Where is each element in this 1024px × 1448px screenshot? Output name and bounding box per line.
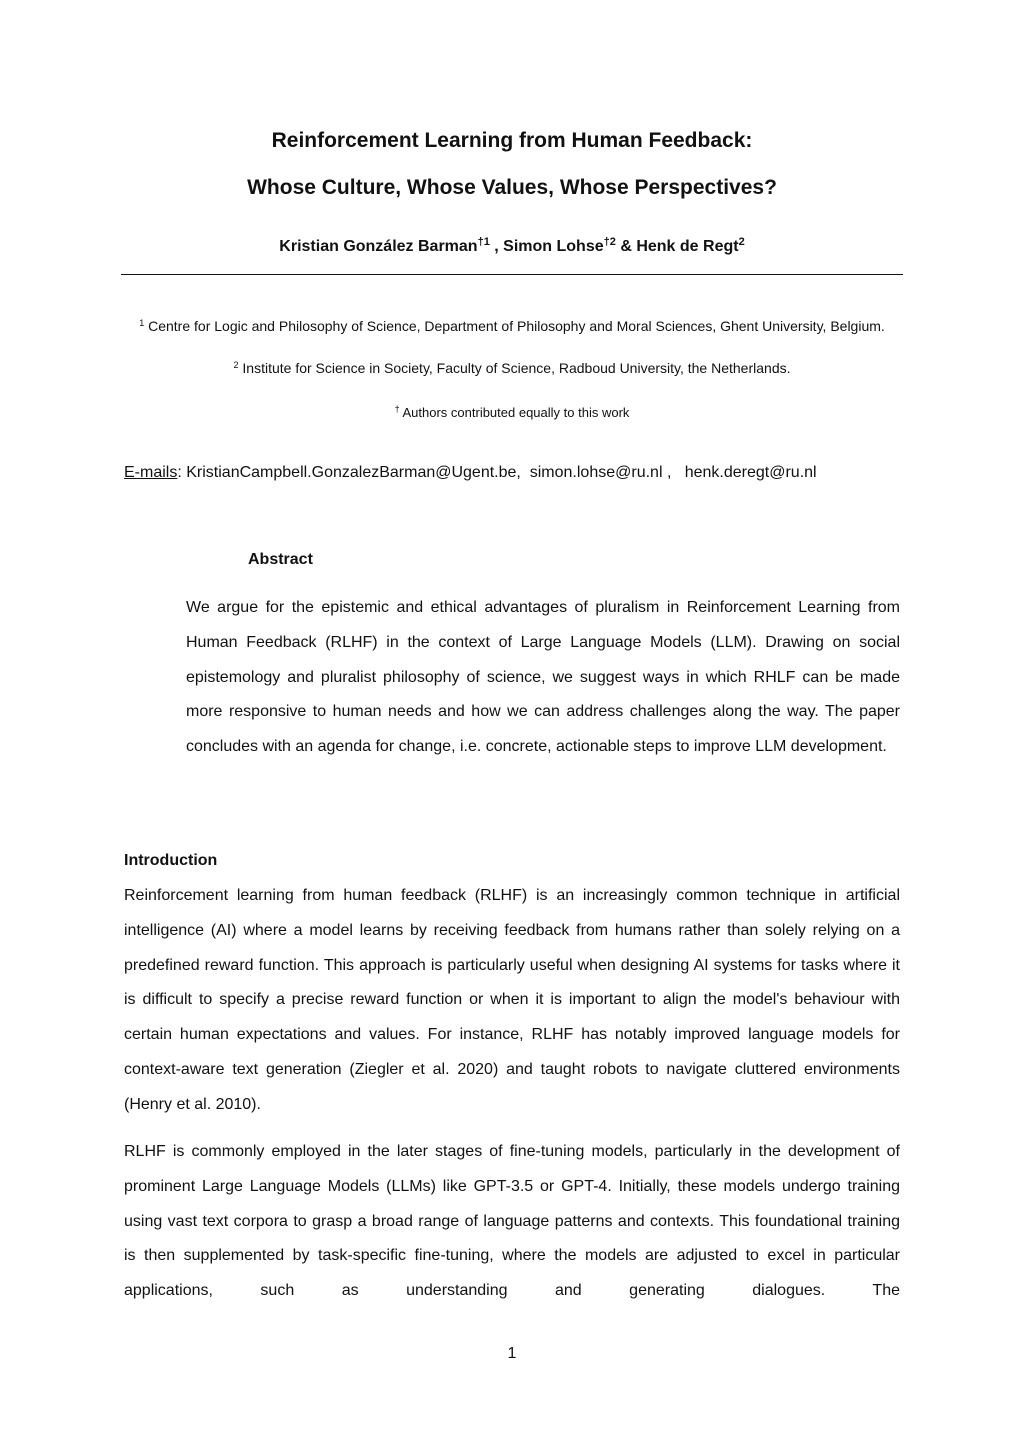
affiliation-mark: 2 bbox=[233, 360, 239, 370]
affiliation-mark: 1 bbox=[139, 318, 145, 328]
author-mark: †2 bbox=[603, 236, 616, 248]
email-addresses[interactable]: KristianCampbell.GonzalezBarman@Ugent.be, simon.lohse@ru.nl , henk.deregt@ru.nl bbox=[186, 464, 817, 481]
introduction-paragraph: RLHF is commonly employed in the later stages of fine-tuning models, particularly in the development of prominent Large Language Models (LLMs) like GPT-3.5 or GPT-4. Initially, these models undergo training using vast text corpora to grasp a broad range of language patterns and contexts. This foundational training is then supplemented by task-specific fine-tuning, where the models are adjusted to excel in particular applications, such as understanding and generating dialogues. The bbox=[124, 1143, 900, 1300]
affiliation-text: Centre for Logic and Philosophy of Science, Department of Philosophy and Moral Sciences, Ghent University, Belgium. bbox=[144, 318, 885, 334]
author-separator: , bbox=[489, 238, 504, 255]
author-separator: & bbox=[615, 238, 637, 255]
author-name: Simon Lohse bbox=[503, 238, 604, 255]
contribution-mark: † bbox=[394, 404, 400, 414]
author-mark: †1 bbox=[477, 236, 490, 248]
paper-title-line-1: Reinforcement Learning from Human Feedback: bbox=[271, 129, 753, 152]
affiliation-2 bbox=[120, 358, 904, 379]
author-mark: 2 bbox=[738, 236, 745, 248]
emails-label: E-mails bbox=[124, 464, 178, 481]
author-list bbox=[120, 236, 904, 258]
author-name: Kristian González Barman bbox=[279, 238, 478, 255]
affiliation-1 bbox=[120, 316, 904, 337]
page-number: 1 bbox=[507, 1345, 517, 1362]
emails-separator: : bbox=[177, 464, 187, 481]
paper-title-line-2: Whose Culture, Whose Values, Whose Perspectives? bbox=[247, 176, 777, 199]
contribution-text: Authors contributed equally to this work bbox=[399, 405, 630, 420]
affiliation-text: Institute for Science in Society, Faculty of Science, Radboud University, the Netherlands. bbox=[238, 360, 791, 376]
email-line bbox=[124, 461, 904, 485]
introduction-heading: Introduction bbox=[124, 852, 218, 869]
abstract-text: We argue for the epistemic and ethical advantages of pluralism in Reinforcement Learning from Human Feedback (RLHF) in the context of Large Language Models (LLM). Drawing on social epistemology and pluralist philosophy of science, we suggest ways in which RHLF can be made more responsive to human needs and how we can address challenges along the way. The paper concludes with an agenda for change, i.e. concrete, actionable steps to improve LLM development. bbox=[186, 599, 900, 756]
header-divider bbox=[121, 274, 903, 275]
contribution-note bbox=[120, 403, 904, 423]
abstract-heading: Abstract bbox=[248, 551, 313, 568]
introduction-paragraph: Reinforcement learning from human feedback (RLHF) is an increasingly common technique in artificial intelligence (AI) where a model learns by receiving feedback from humans rather than solely relying on a predefined reward function. This approach is particularly useful when designing AI systems for tasks where it is difficult to specify a precise reward function or when it is important to align the model's behaviour with certain human expectations and values. For instance, RLHF has notably improved language models for context-aware text generation (Ziegler et al. 2020) and taught robots to navigate cluttered environments (Henry et al. 2010). bbox=[124, 887, 900, 1113]
author-name: Henk de Regt bbox=[636, 238, 739, 255]
